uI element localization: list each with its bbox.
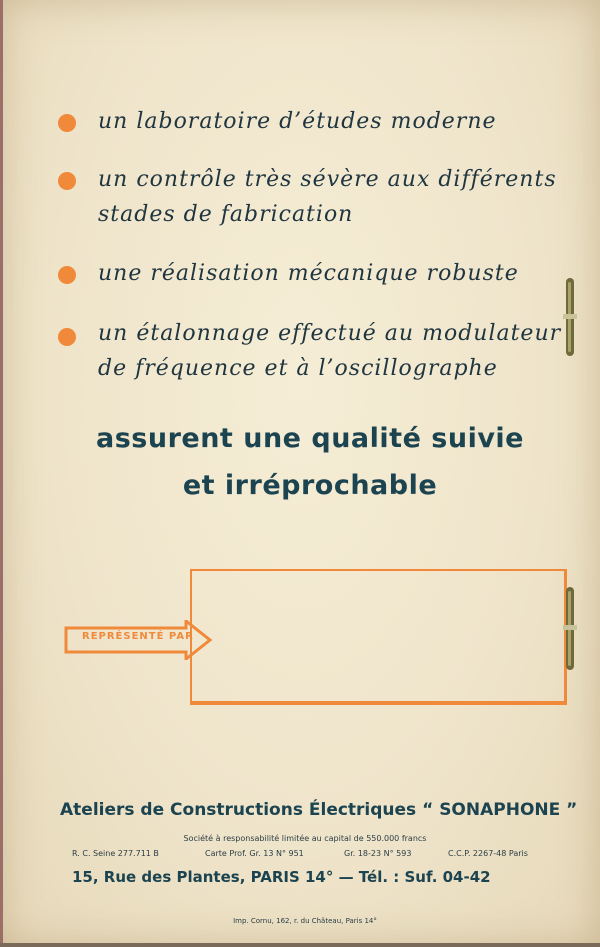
company-capital: Société à responsabilité limitée au capital de 550.000 francs xyxy=(183,834,427,843)
page-edge-bottom xyxy=(0,943,600,947)
company-address: 15, Rue des Plantes, PARIS 14° — Tél. : Suf. 04-42 xyxy=(72,868,491,886)
bullet-dot-icon xyxy=(58,172,76,190)
feature-text: un contrôle très sévère aux différents xyxy=(98,167,557,192)
company-name: Ateliers de Constructions Électriques “ SONAPHONE ” xyxy=(60,800,578,820)
represente-par-label: REPRÉSENTÉ PAR xyxy=(82,631,194,642)
bullet-dot-icon xyxy=(58,328,76,346)
feature-text: un laboratoire d’études moderne xyxy=(98,109,497,134)
feature-text-continued: stades de fabrication xyxy=(98,202,354,227)
rc-number: R. C. Seine 277.711 B xyxy=(72,849,159,858)
feature-text: un étalonnage effectué au modulateur xyxy=(98,321,562,346)
carte-prof: Carte Prof. Gr. 13 N° 951 xyxy=(205,849,304,858)
printer-credit: Imp. Cornu, 162, r. du Château, Paris 14° xyxy=(233,917,377,925)
group-number: Gr. 18-23 N° 593 xyxy=(344,849,412,858)
representative-stamp-box xyxy=(190,569,567,705)
headline-line-2: et irréprochable xyxy=(182,470,438,501)
feature-text: une réalisation mécanique robuste xyxy=(98,261,519,286)
headline-line-1: assurent une qualité suivie xyxy=(95,423,524,454)
bullet-dot-icon xyxy=(58,266,76,284)
bullet-dot-icon xyxy=(58,114,76,132)
feature-text-continued: de fréquence et à l’oscillographe xyxy=(98,356,498,381)
staple-top-icon xyxy=(563,278,577,356)
ccp-number: C.C.P. 2267-48 Paris xyxy=(448,849,528,858)
staple-bottom-icon xyxy=(563,587,577,670)
page-edge-left xyxy=(0,0,3,947)
